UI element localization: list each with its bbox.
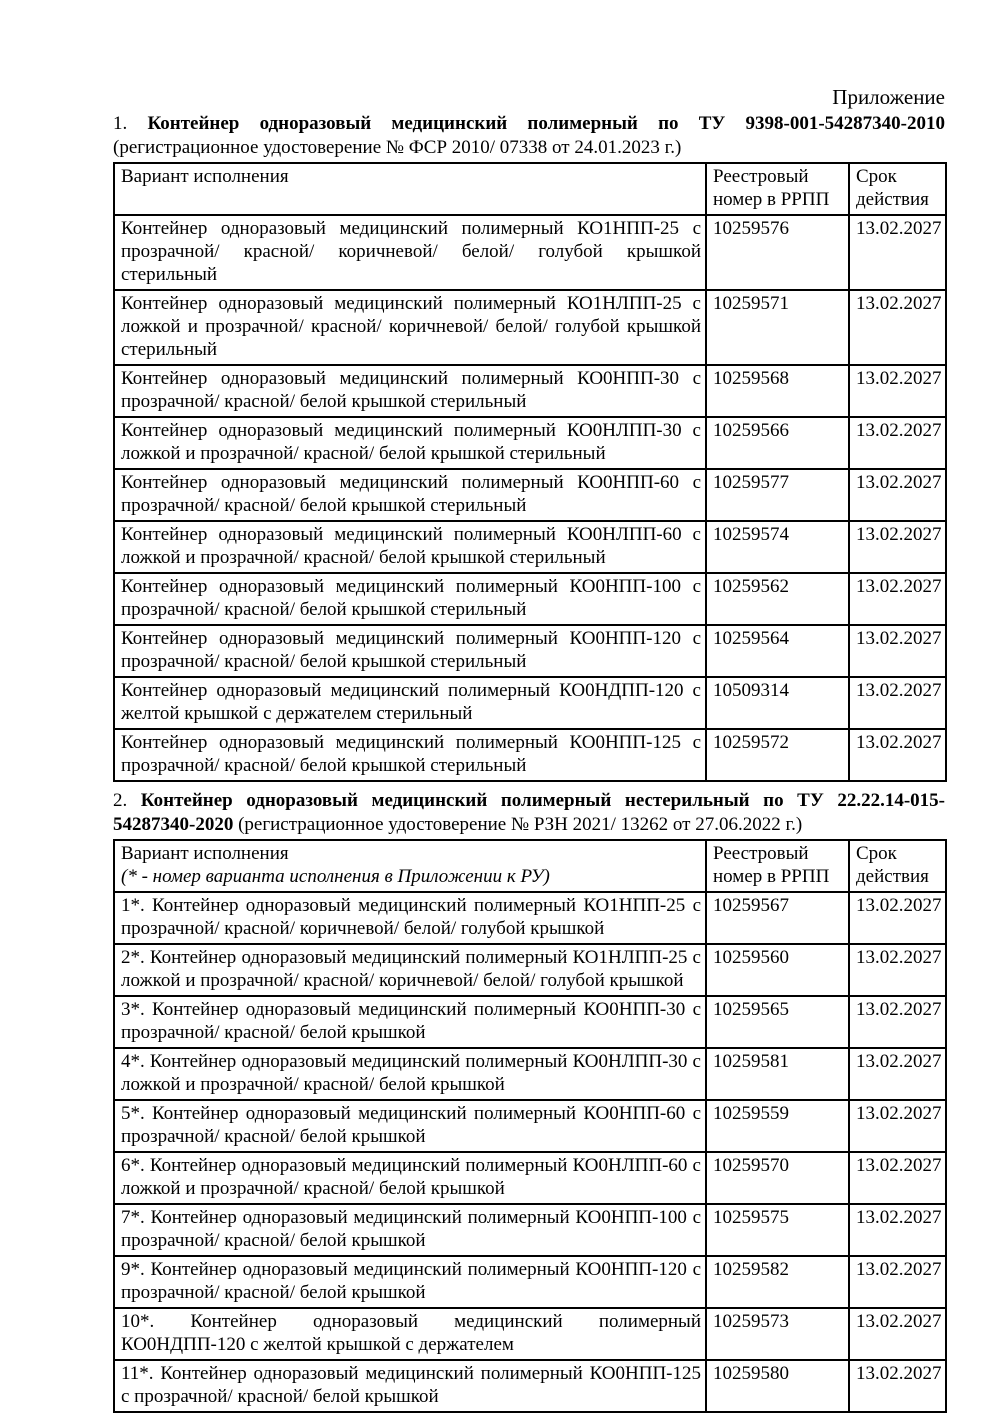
appendix-label: Приложение xyxy=(832,85,945,109)
variant-cell: 5*. Контейнер одноразовый медицинский полимерный КО0НПП-60 с прозрачной/ красной/ белой крышкой xyxy=(114,1100,706,1152)
table-row xyxy=(114,677,946,729)
validity-cell: 13.02.2027 xyxy=(849,1204,946,1256)
registry-number-cell: 10259560 xyxy=(706,944,849,996)
registry-number-cell: 10259570 xyxy=(706,1152,849,1204)
validity-cell: 13.02.2027 xyxy=(849,677,946,729)
variant-cell: 7*. Контейнер одноразовый медицинский полимерный КО0НПП-100 с прозрачной/ красной/ белой крышкой xyxy=(114,1204,706,1256)
registry-number-cell: 10259582 xyxy=(706,1256,849,1308)
variant-cell: Контейнер одноразовый медицинский полимерный КО1НПП-25 с прозрачной/ красной/ коричневой/ белой/ голубой крышкой стерильный xyxy=(114,215,706,290)
registry-number-cell: 10259567 xyxy=(706,892,849,944)
table-row xyxy=(114,417,946,469)
validity-cell: 13.02.2027 xyxy=(849,1100,946,1152)
validity-cell: 13.02.2027 xyxy=(849,573,946,625)
variant-cell: 3*. Контейнер одноразовый медицинский полимерный КО0НПП-30 с прозрачной/ красной/ белой крышкой xyxy=(114,996,706,1048)
table-body xyxy=(114,892,946,1412)
section-1-subtitle: (регистрационное удостоверение № ФСР 2010/ 07338 от 24.01.2023 г.) xyxy=(113,137,682,158)
section-2-number: 2. xyxy=(113,790,128,811)
section-2 xyxy=(113,789,945,1413)
variant-cell: Контейнер одноразовый медицинский полимерный КО0НПП-100 с прозрачной/ красной/ белой крышкой стерильный xyxy=(114,573,706,625)
column-header-registry-number: Реестровый номер в РРПП xyxy=(706,840,849,892)
table-row xyxy=(114,1204,946,1256)
registry-number-cell: 10259577 xyxy=(706,469,849,521)
variant-cell: Контейнер одноразовый медицинский полимерный КО0НПП-120 с прозрачной/ красной/ белой крышкой стерильный xyxy=(114,625,706,677)
validity-cell: 13.02.2027 xyxy=(849,625,946,677)
section-2-heading xyxy=(113,789,945,837)
table-row xyxy=(114,892,946,944)
table-row xyxy=(114,944,946,996)
registry-number-cell: 10259564 xyxy=(706,625,849,677)
table-row xyxy=(114,365,946,417)
validity-cell: 13.02.2027 xyxy=(849,469,946,521)
registry-number-cell: 10259576 xyxy=(706,215,849,290)
validity-cell: 13.02.2027 xyxy=(849,417,946,469)
table-body xyxy=(114,215,946,781)
variant-cell: Контейнер одноразовый медицинский полимерный КО0НПП-125 с прозрачной/ красной/ белой крышкой стерильный xyxy=(114,729,706,781)
registry-number-cell: 10259562 xyxy=(706,573,849,625)
column-header-variant: Вариант исполнения xyxy=(114,163,706,215)
registry-number-cell: 10259559 xyxy=(706,1100,849,1152)
registry-number-cell: 10259566 xyxy=(706,417,849,469)
variant-cell: 2*. Контейнер одноразовый медицинский полимерный КО1НЛПП-25 с ложкой и прозрачной/ красной/ коричневой/ белой/ голубой крышкой xyxy=(114,944,706,996)
column-header-validity: Срок действия xyxy=(849,163,946,215)
variant-cell: 4*. Контейнер одноразовый медицинский полимерный КО0НЛПП-30 с ложкой и прозрачной/ красной/ белой крышкой xyxy=(114,1048,706,1100)
table-row xyxy=(114,469,946,521)
registry-number-cell: 10259581 xyxy=(706,1048,849,1100)
section-1-number: 1. xyxy=(113,113,128,134)
section-1 xyxy=(113,112,945,782)
variant-cell: 11*. Контейнер одноразовый медицинский полимерный КО0НПП-125 с прозрачной/ красной/ белой крышкой xyxy=(114,1360,706,1412)
table-row xyxy=(114,573,946,625)
variant-cell: Контейнер одноразовый медицинский полимерный КО0НЛПП-30 с ложкой и прозрачной/ красной/ белой крышкой стерильный xyxy=(114,417,706,469)
column-header-validity: Срок действия xyxy=(849,840,946,892)
table-row xyxy=(114,1360,946,1412)
variant-cell: 9*. Контейнер одноразовый медицинский полимерный КО0НПП-120 с прозрачной/ красной/ белой крышкой xyxy=(114,1256,706,1308)
table-header-row xyxy=(114,840,946,892)
registry-number-cell: 10259575 xyxy=(706,1204,849,1256)
registry-number-cell: 10509314 xyxy=(706,677,849,729)
column-header-variant xyxy=(114,840,706,892)
validity-cell: 13.02.2027 xyxy=(849,1256,946,1308)
table-header-row xyxy=(114,163,946,215)
registry-table-sterile xyxy=(113,162,947,782)
table-row xyxy=(114,215,946,290)
validity-cell: 13.02.2027 xyxy=(849,996,946,1048)
table-row xyxy=(114,1100,946,1152)
registry-number-cell: 10259571 xyxy=(706,290,849,365)
variant-cell: 1*. Контейнер одноразовый медицинский полимерный КО1НПП-25 с прозрачной/ красной/ коричневой/ белой/ голубой крышкой xyxy=(114,892,706,944)
section-1-title: Контейнер одноразовый медицинский полимерный по ТУ 9398-001-54287340-2010 xyxy=(147,113,945,134)
validity-cell: 13.02.2027 xyxy=(849,944,946,996)
registry-number-cell: 10259580 xyxy=(706,1360,849,1412)
variant-cell: 10*. Контейнер одноразовый медицинский полимерный КО0НДПП-120 с желтой крышкой с держателем xyxy=(114,1308,706,1360)
registry-number-cell: 10259565 xyxy=(706,996,849,1048)
table-row xyxy=(114,1048,946,1100)
variant-cell: 6*. Контейнер одноразовый медицинский полимерный КО0НЛПП-60 с ложкой и прозрачной/ красной/ белой крышкой xyxy=(114,1152,706,1204)
validity-cell: 13.02.2027 xyxy=(849,729,946,781)
variant-cell: Контейнер одноразовый медицинский полимерный КО1НЛПП-25 с ложкой и прозрачной/ красной/ коричневой/ белой/ голубой крышкой стерильный xyxy=(114,290,706,365)
validity-cell: 13.02.2027 xyxy=(849,290,946,365)
registry-number-cell: 10259574 xyxy=(706,521,849,573)
table-row xyxy=(114,1256,946,1308)
validity-cell: 13.02.2027 xyxy=(849,1048,946,1100)
table-row xyxy=(114,625,946,677)
validity-cell: 13.02.2027 xyxy=(849,365,946,417)
column-header-registry-number: Реестровый номер в РРПП xyxy=(706,163,849,215)
registry-number-cell: 10259573 xyxy=(706,1308,849,1360)
validity-cell: 13.02.2027 xyxy=(849,1360,946,1412)
validity-cell: 13.02.2027 xyxy=(849,215,946,290)
variant-cell: Контейнер одноразовый медицинский полимерный КО0НПП-60 с прозрачной/ красной/ белой крышкой стерильный xyxy=(114,469,706,521)
table-row xyxy=(114,290,946,365)
column-header-variant-label: Вариант исполнения xyxy=(121,843,289,864)
column-header-variant-note: (* - номер варианта исполнения в Приложении к РУ) xyxy=(121,866,550,887)
table-row xyxy=(114,996,946,1048)
validity-cell: 13.02.2027 xyxy=(849,521,946,573)
registry-number-cell: 10259568 xyxy=(706,365,849,417)
registry-number-cell: 10259572 xyxy=(706,729,849,781)
validity-cell: 13.02.2027 xyxy=(849,1152,946,1204)
validity-cell: 13.02.2027 xyxy=(849,892,946,944)
table-row xyxy=(114,729,946,781)
registry-table-nonsterile xyxy=(113,839,947,1413)
variant-cell: Контейнер одноразовый медицинский полимерный КО0НПП-30 с прозрачной/ красной/ белой крышкой стерильный xyxy=(114,365,706,417)
validity-cell: 13.02.2027 xyxy=(849,1308,946,1360)
variant-cell: Контейнер одноразовый медицинский полимерный КО0НЛПП-60 с ложкой и прозрачной/ красной/ белой крышкой стерильный xyxy=(114,521,706,573)
table-row xyxy=(114,521,946,573)
section-2-subtitle: (регистрационное удостоверение № РЗН 2021/ 13262 от 27.06.2022 г.) xyxy=(238,814,803,835)
table-row xyxy=(114,1152,946,1204)
variant-cell: Контейнер одноразовый медицинский полимерный КО0НДПП-120 с желтой крышкой с держателем стерильный xyxy=(114,677,706,729)
table-row xyxy=(114,1308,946,1360)
section-1-heading xyxy=(113,112,945,160)
section-2-title: Контейнер одноразовый медицинский полимерный нестерильный по ТУ 22.22.14-015-54287340-2020 xyxy=(113,790,945,835)
